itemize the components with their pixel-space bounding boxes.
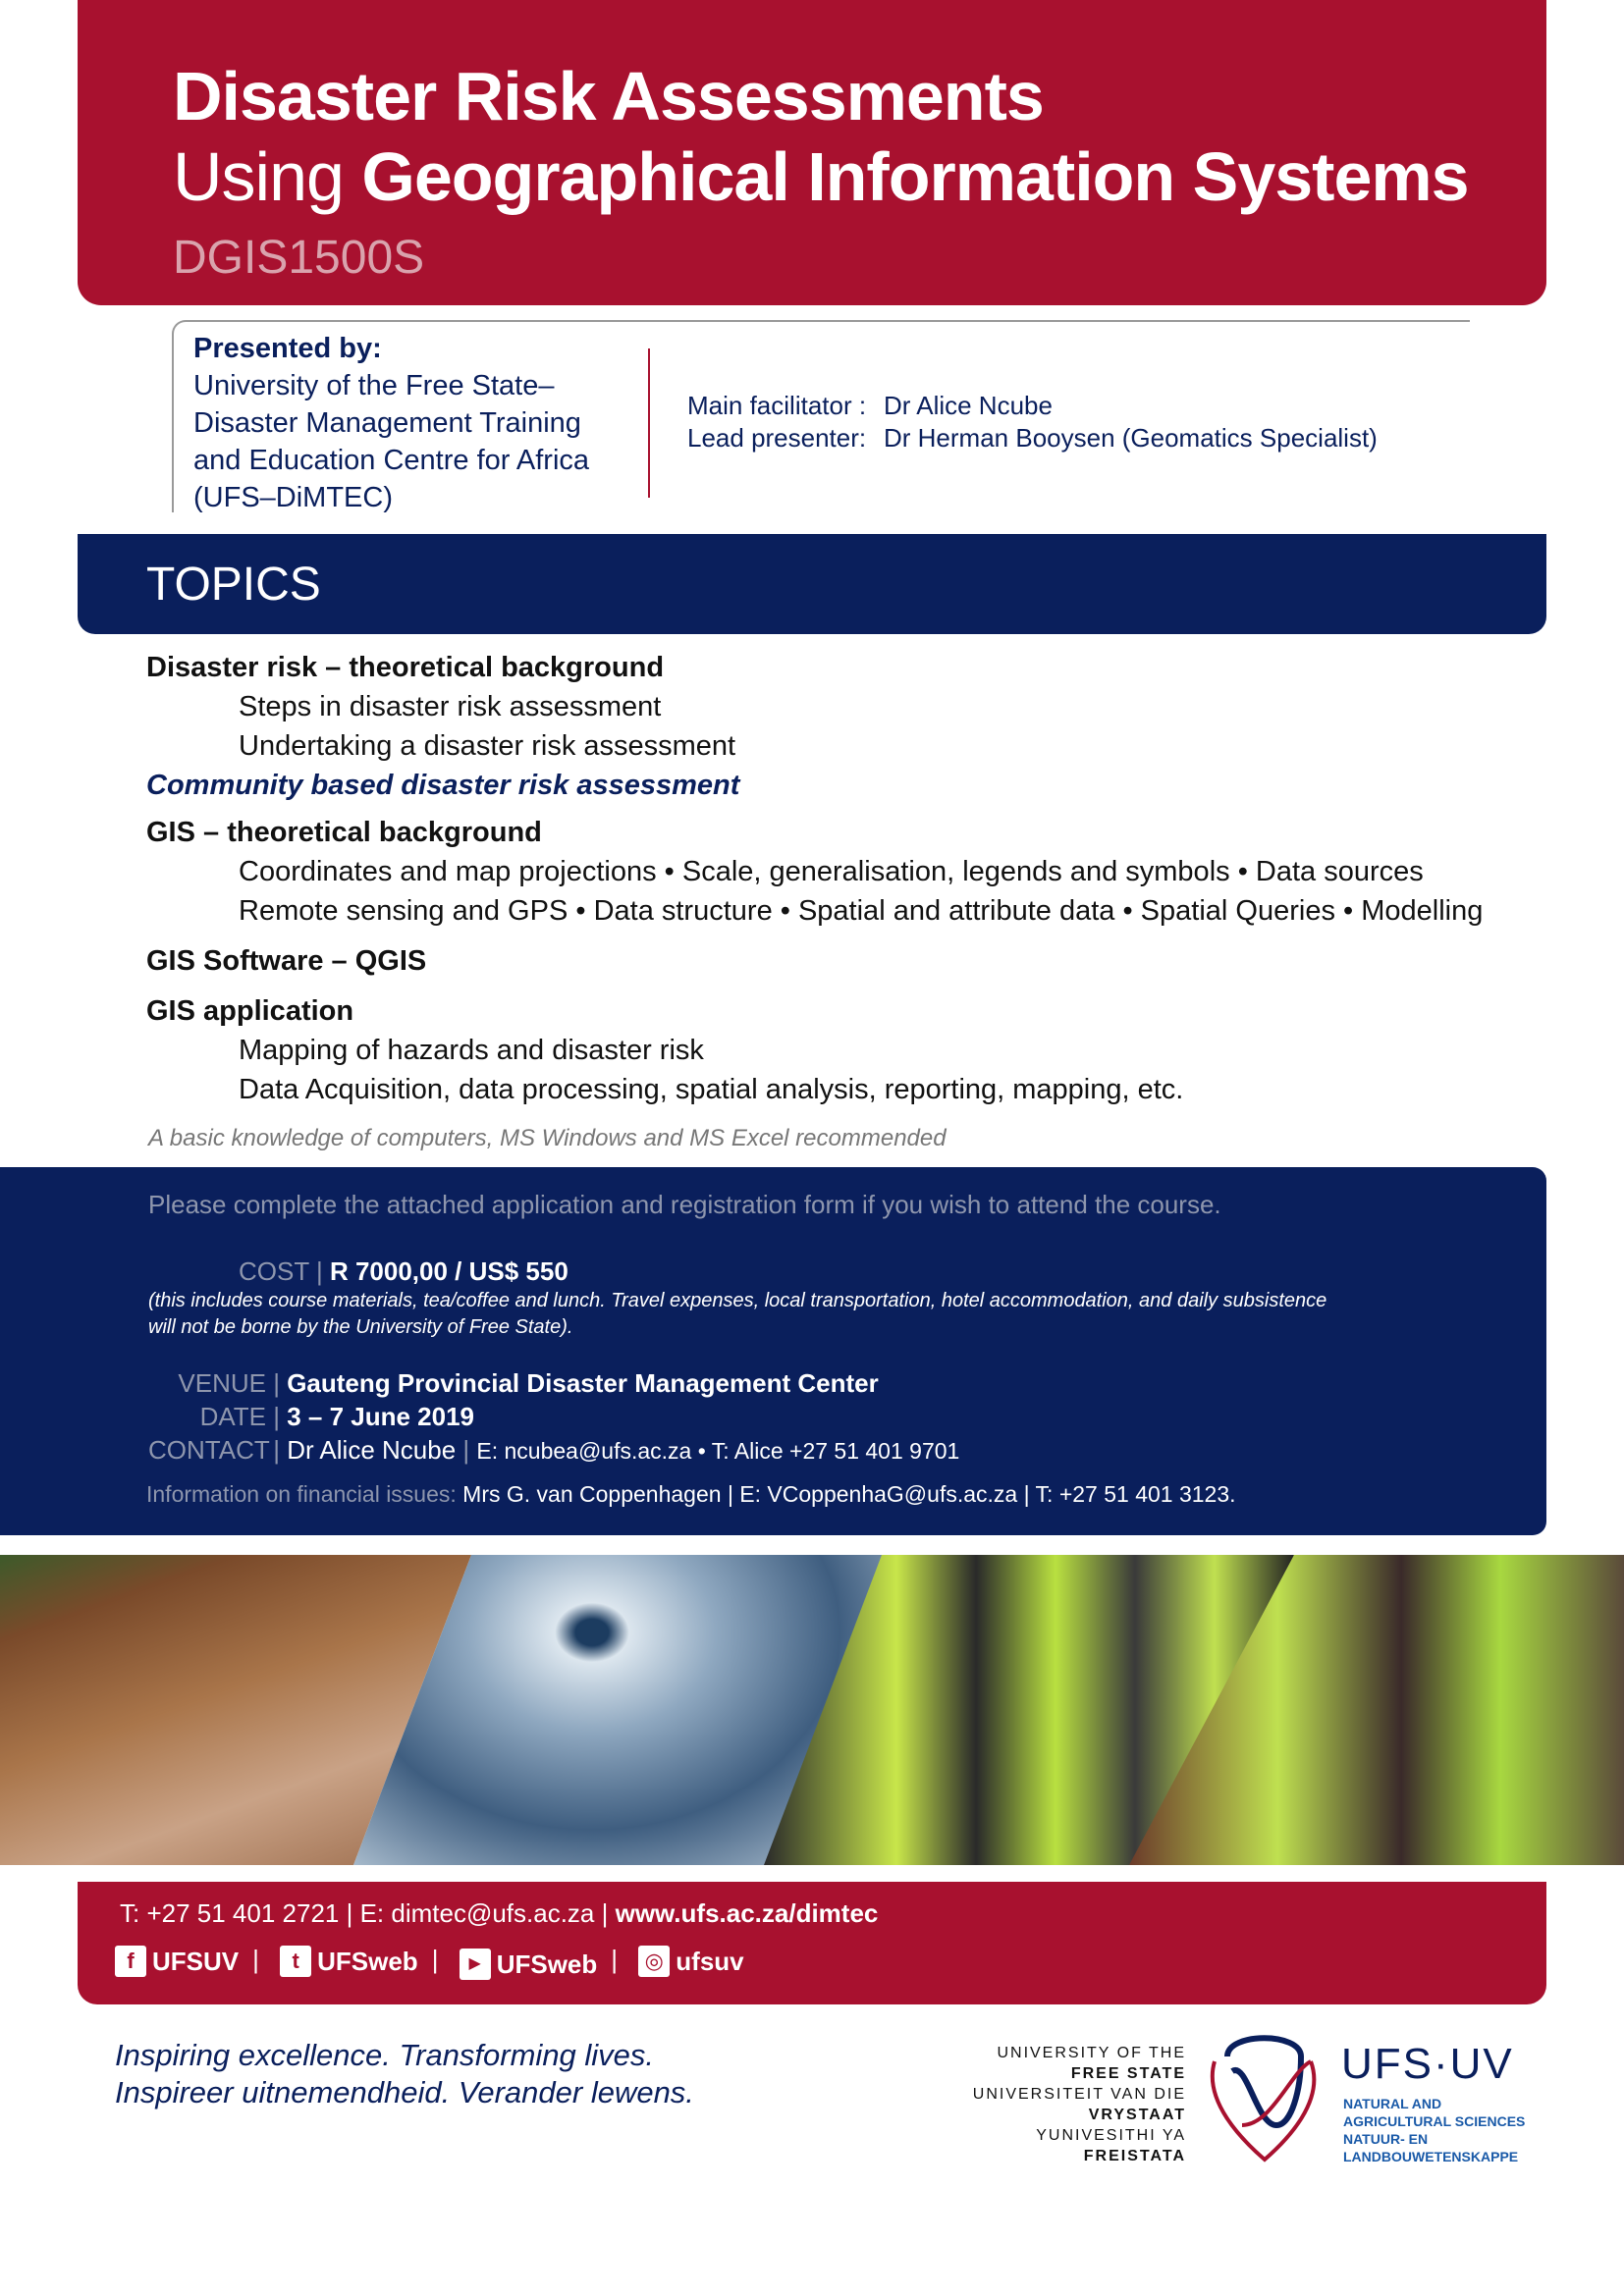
registration-info-panel (0, 1167, 1546, 1535)
event-details: VENUE | Gauteng Provincial Disaster Management Center DATE | 3 – 7 June 2019 CONTACT | Dr Alice Ncube | E: ncubea@ufs.ac.za • T: Alice +27 51 401 9701 (148, 1368, 960, 1465)
cost-note-line: (this includes course materials, tea/coffee and lunch. Travel expenses, local transportation, hotel accommodation, and daily subsistence (148, 1290, 1327, 1311)
social-links: f UFSUV | t UFSweb | ▶ UFSweb | ◎ ufsuv (115, 1945, 758, 1980)
social-label: UFSUV (152, 1946, 240, 1976)
faculty-line: AGRICULTURAL SCIENCES (1343, 2113, 1526, 2129)
cost-value: R 7000,00 / US$ 550 (329, 1256, 568, 1286)
social-instagram[interactable] (638, 1946, 743, 1977)
facebook-icon: f (115, 1946, 146, 1977)
topic-item: Remote sensing and GPS • Data structure • Spatial and attribute data • Spatial Queries • Modelling (239, 895, 1484, 927)
topic-heading-highlight: Community based disaster risk assessment (146, 770, 740, 801)
topic-heading: Disaster risk – theoretical background (146, 652, 665, 683)
social-label: ufsuv (676, 1946, 744, 1976)
lead-label: Lead presenter: (687, 423, 867, 453)
title-line-2 (173, 137, 1469, 216)
topic-item: Data Acquisition, data processing, spatial analysis, reporting, mapping, etc. (239, 1074, 1184, 1105)
presenter-line: and Education Centre for Africa (193, 445, 590, 476)
topic-item: Undertaking a disaster risk assessment (239, 730, 736, 762)
presented-by-label: Presented by: (193, 333, 382, 364)
presenter-line: University of the Free State– (193, 370, 555, 401)
topic-heading: GIS – theoretical background (146, 817, 542, 848)
facilitator-name: Dr Alice Ncube (884, 391, 1053, 420)
contact-details: E: ncubea@ufs.ac.za • T: Alice +27 51 401 9701 (476, 1438, 960, 1464)
financial-contact: Mrs G. van Coppenhagen | E: VCoppenhaG@ufs.ac.za | T: +27 51 401 3123. (462, 1481, 1236, 1507)
venue-value: Gauteng Provincial Disaster Management Center (287, 1368, 879, 1398)
contact-label: CONTACT (148, 1435, 270, 1465)
faculty-line: NATURAL AND (1343, 2096, 1442, 2111)
footer-contacts: T: +27 51 401 2721 | E: dimtec@ufs.ac.za | www.ufs.ac.za/dimtec (120, 1898, 879, 1928)
divider (648, 348, 650, 498)
title-line-1: Disaster Risk Assessments (173, 58, 1044, 134)
cost-note (148, 1288, 1326, 1341)
title-light: Using (173, 138, 362, 215)
topic-heading: GIS application (146, 995, 354, 1027)
uni-line: FREE STATE (1070, 2065, 1186, 2082)
presenter-line: Disaster Management Training (193, 407, 581, 439)
uni-line: VRYSTAAT (1088, 2107, 1186, 2123)
date-label: DATE (199, 1402, 266, 1431)
topic-item: Steps in disaster risk assessment (239, 691, 662, 722)
cost-row: COST | R 7000,00 / US$ 550 (239, 1256, 568, 1286)
contact-name: Dr Alice Ncube (287, 1435, 457, 1465)
presenter-block (193, 330, 589, 516)
topics-title: TOPICS (146, 559, 321, 611)
venue-label: VENUE (178, 1368, 266, 1398)
university-name (973, 2043, 1186, 2166)
footer-phone: T: +27 51 401 2721 (120, 1898, 340, 1928)
course-code: DGIS1500S (173, 232, 425, 284)
uni-line: YUNIVESITHI YA (1036, 2127, 1186, 2144)
financial-label: Information on financial issues: (146, 1481, 457, 1507)
faculty-line: NATUUR- EN (1343, 2131, 1429, 2147)
footer-website-link[interactable]: www.ufs.ac.za/dimtec (615, 1898, 879, 1928)
uni-line: UNIVERSITY OF THE (997, 2045, 1186, 2061)
twitter-icon: t (280, 1946, 311, 1977)
photo-strip (0, 1555, 1624, 1865)
date-value: 3 – 7 June 2019 (287, 1402, 475, 1431)
lead-name: Dr Herman Booysen (Geomatics Specialist) (884, 423, 1378, 453)
social-twitter[interactable] (280, 1946, 418, 1977)
ufs-heart-logo-icon (1203, 2032, 1330, 2164)
footer-email[interactable]: E: dimtec@ufs.ac.za (359, 1898, 595, 1928)
facilitators (687, 390, 1378, 454)
social-facebook[interactable] (115, 1946, 239, 1977)
title-bold: Geographical Information Systems (361, 138, 1469, 215)
ufs-brand: UFS·UV (1341, 2040, 1514, 2088)
topic-item: Coordinates and map projections • Scale, generalisation, legends and symbols • Data sources (239, 856, 1424, 887)
youtube-icon: ▶ (460, 1949, 491, 1980)
instagram-icon: ◎ (638, 1946, 670, 1977)
faculty-line: LANDBOUWETENSKAPPE (1343, 2149, 1519, 2164)
social-label: UFSweb (317, 1946, 418, 1976)
prerequisite-note: A basic knowledge of computers, MS Windows and MS Excel recommended (148, 1125, 947, 1151)
faculty-name (1343, 2095, 1525, 2165)
social-label: UFSweb (496, 1949, 598, 1979)
social-youtube[interactable] (460, 1949, 598, 1980)
cost-label: COST (239, 1256, 309, 1286)
tagline-english: Inspiring excellence. Transforming lives. (115, 2038, 655, 2072)
topic-item: Mapping of hazards and disaster risk (239, 1035, 704, 1066)
cost-note-line: will not be borne by the University of Free State). (148, 1316, 573, 1338)
topic-heading: GIS Software – QGIS (146, 945, 427, 977)
registration-intro: Please complete the attached application and registration form if you wish to attend the course. (148, 1190, 1221, 1219)
presenter-line: (UFS–DiMTEC) (193, 482, 393, 513)
facilitator-label: Main facilitator : (687, 391, 867, 420)
tagline-afrikaans: Inspireer uitnemendheid. Verander lewens. (115, 2075, 694, 2109)
uni-line: UNIVERSITEIT VAN DIE (972, 2086, 1186, 2103)
financial-info (146, 1481, 1236, 1508)
uni-line: FREISTATA (1083, 2148, 1186, 2164)
